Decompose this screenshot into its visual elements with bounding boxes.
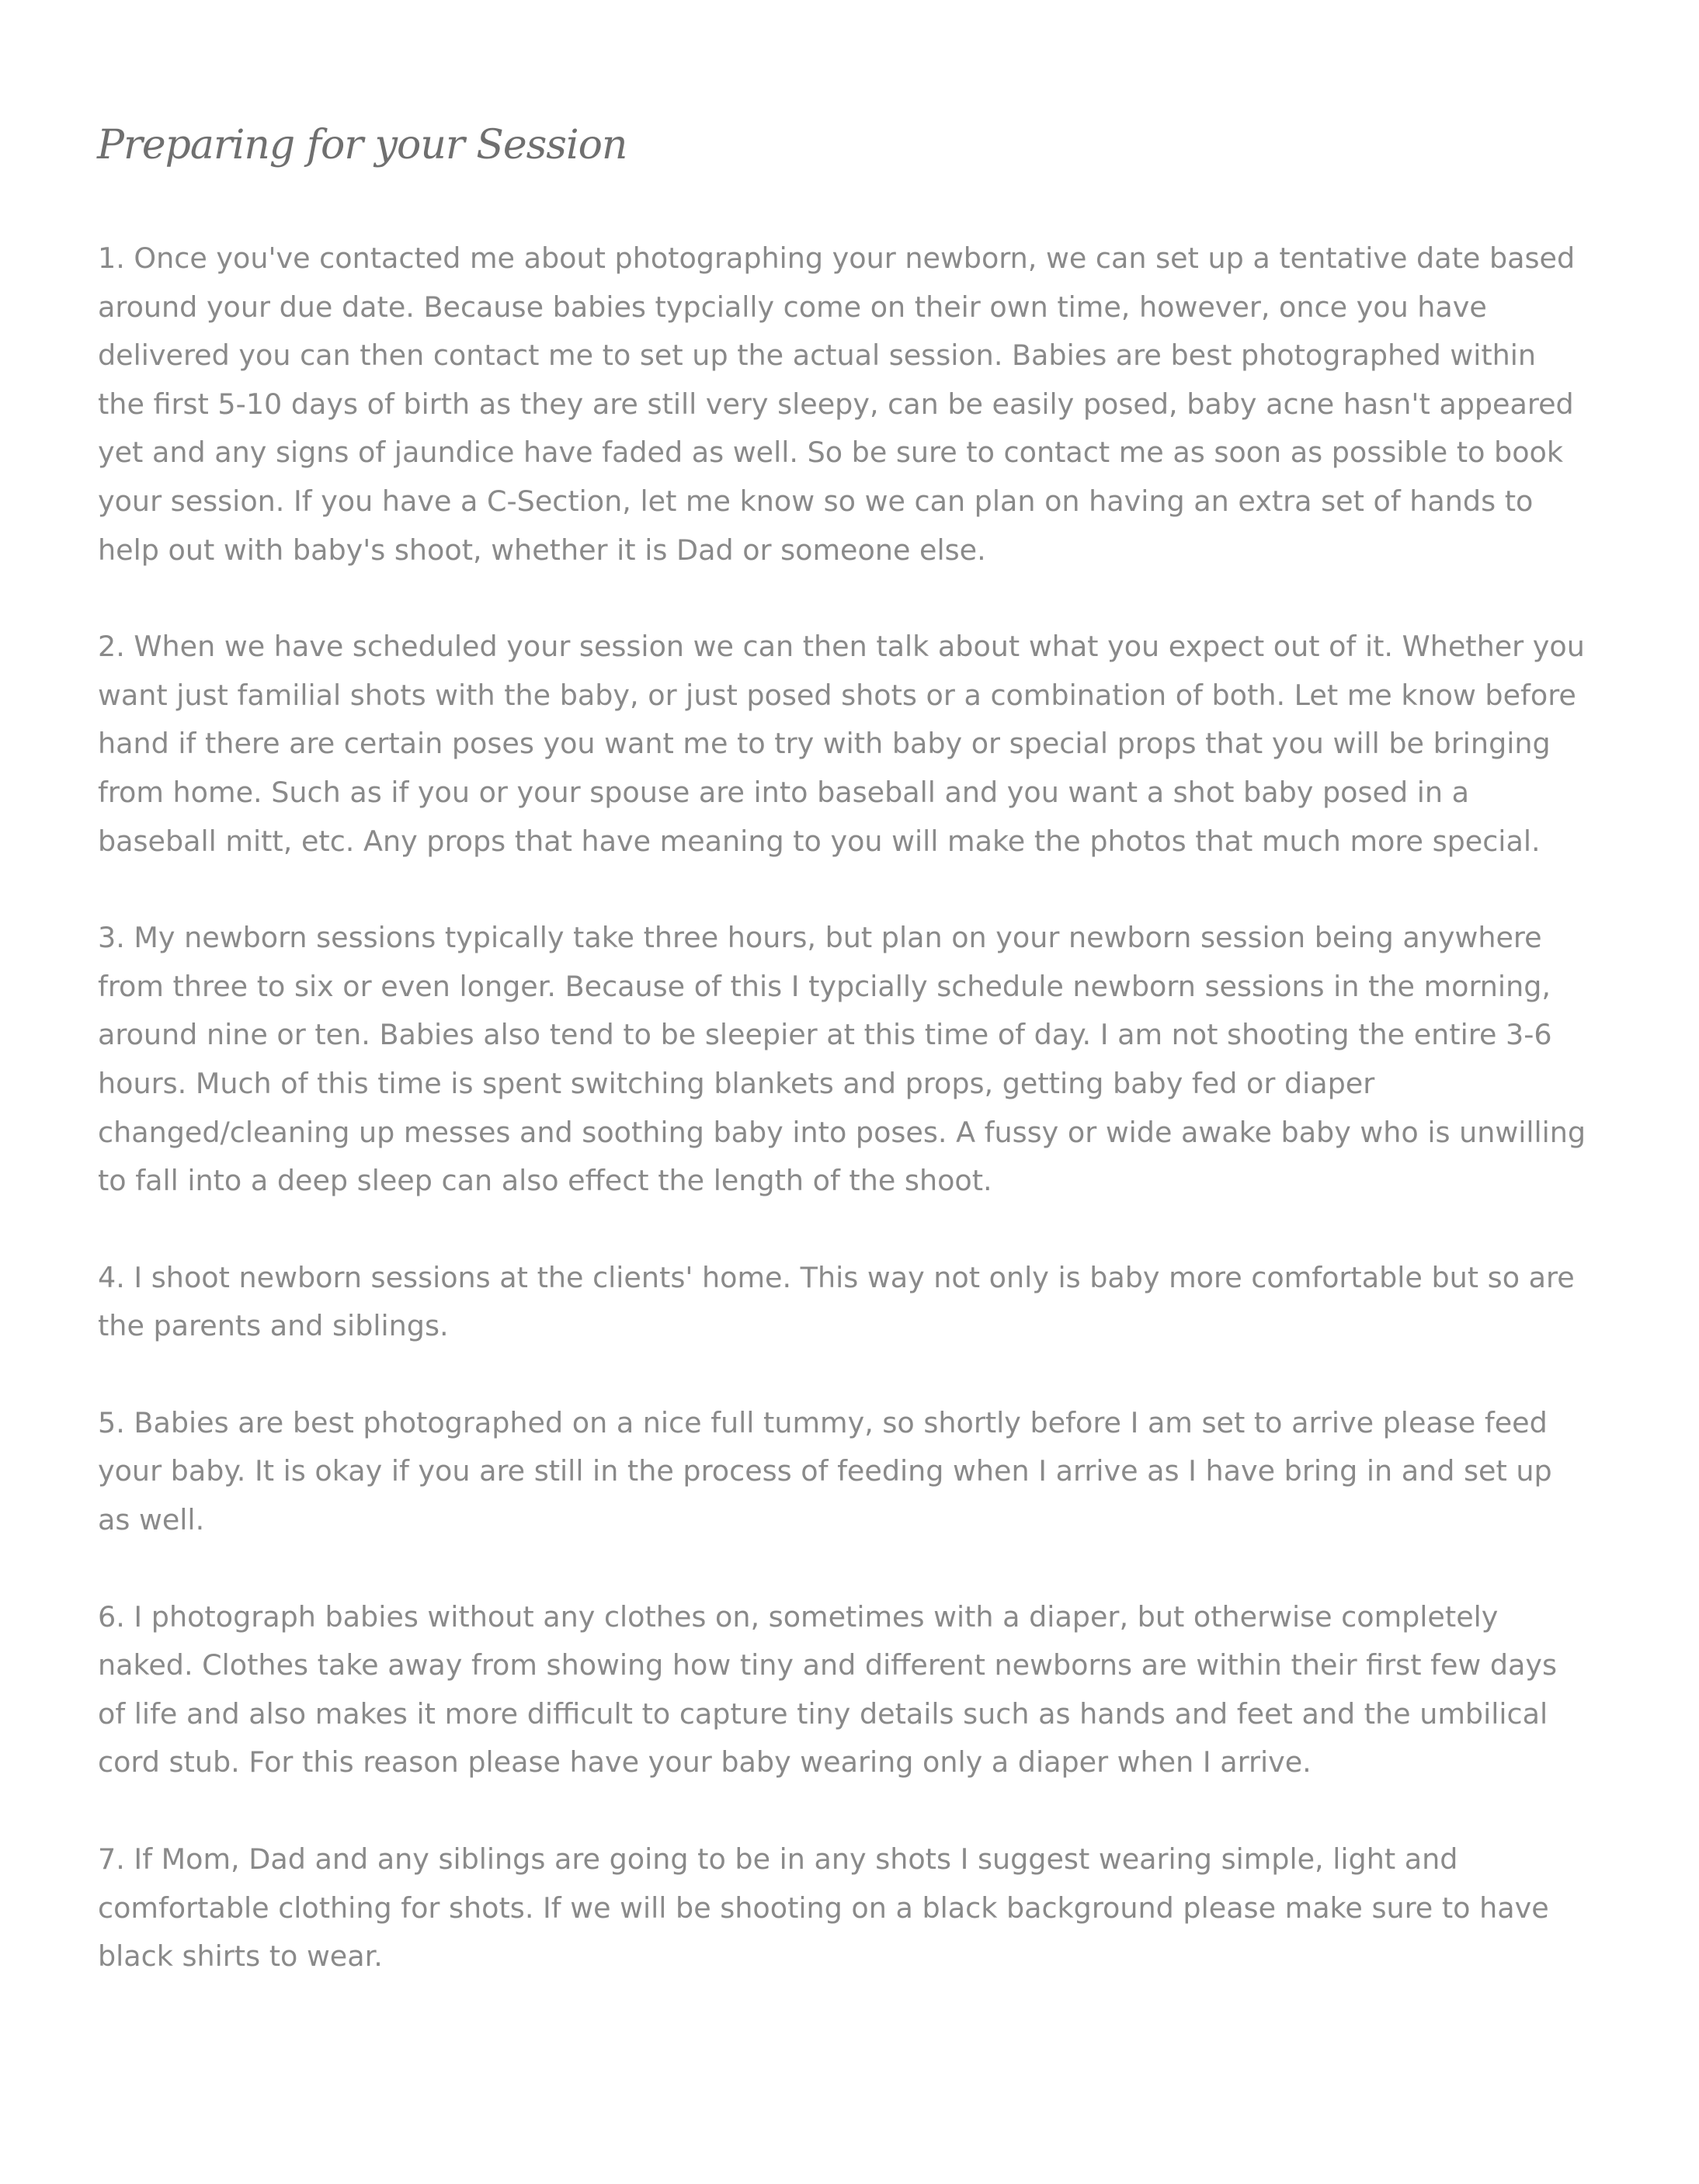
- paragraph-4: 4. I shoot newborn sessions at the clients' home. This way not only is baby more comfortable but so are the parents and siblings.: [98, 1260, 1575, 1343]
- document-body: [98, 234, 1589, 2029]
- document-title: Preparing for your Session: [97, 122, 627, 168]
- paragraph-5: 5. Babies are best photographed on a nice full tummy, so shortly before I am set to arrive please feed your baby. It is okay if you are still in the process of feeding when I arrive as I have bring in and set up as well.: [98, 1405, 1552, 1537]
- paragraph-3: 3. My newborn sessions typically take three hours, but plan on your newborn session being anywhere from three to six or even longer. Because of this I typcially schedule newborn sessions in the morning, around nine or ten. Babies also tend to be sleepier at this time of day. I am not shooting the entire 3-6 hours. Much of this time is spent switching blankets and props, getting baby fed or diaper changed/cleaning up messes and soothing baby into poses. A fussy or wide awake baby who is unwilling to fall into a deep sleep can also effect the length of the shoot.: [98, 921, 1586, 1198]
- paragraph-6: 6. I photograph babies without any clothes on, sometimes with a diaper, but otherwise completely naked. Clothes take away from showing how tiny and different newborns are within their first few days of life and also makes it more difficult to capture tiny details such as hands and feet and the umbilical cord stub. For this reason please have your baby wearing only a diaper when I arrive.: [98, 1599, 1558, 1779]
- paragraph-2: 2. When we have scheduled your session we can then talk about what you expect out of it. Whether you want just familial shots with the baby, or just posed shots or a combination of both. Let me know before hand if there are certain poses you want me to try with baby or special props that you will be bringing from home. Such as if you or your spouse are into baseball and you want a shot baby posed in a baseball mitt, etc. Any props that have meaning to you will make the photos that much more special.: [98, 630, 1585, 858]
- paragraph-7: 7. If Mom, Dad and any siblings are going to be in any shots I suggest wearing simple, light and comfortable clothing for shots. If we will be shooting on a black background please make sure to have black shirts to wear.: [98, 1842, 1549, 1974]
- paragraph-1: 1. Once you've contacted me about photographing your newborn, we can set up a tentative date based around your due date. Because babies typcially come on their own time, however, once you have delivered you can then contact me to set up the actual session. Babies are best photographed within the first 5-10 days of birth as they are still very sleepy, can be easily posed, baby acne hasn't appeared yet and any signs of jaundice have faded as well. So be sure to contact me as soon as possible to book your session. If you have a C-Section, let me know so we can plan on having an extra set of hands to help out with baby's shoot, whether it is Dad or someone else.: [98, 241, 1576, 567]
